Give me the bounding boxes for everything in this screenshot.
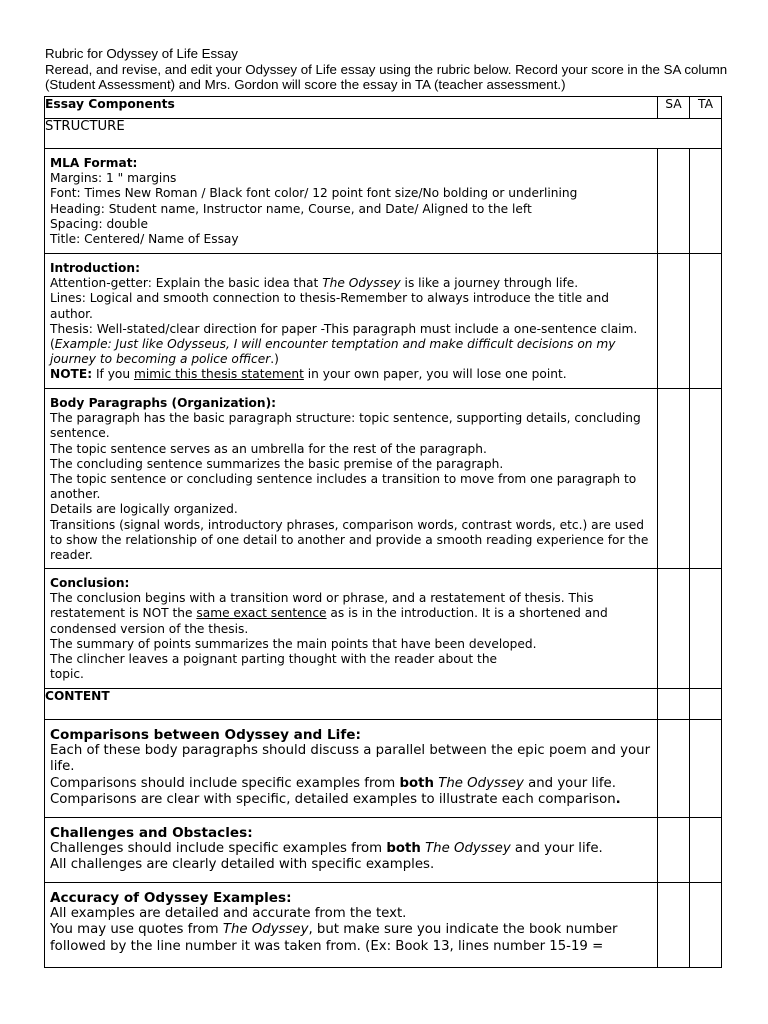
challenges-heading: Challenges and Obstacles: xyxy=(50,825,253,841)
body-paragraphs-cell xyxy=(45,389,658,569)
introduction-cell xyxy=(45,254,658,389)
intro-attention-getter xyxy=(50,276,653,291)
emphasis-both: both xyxy=(386,841,421,857)
intro-text: is like a journey through life. xyxy=(400,276,579,291)
conclusion-cell xyxy=(45,569,658,689)
table-row xyxy=(45,720,722,818)
challenges-cell xyxy=(45,818,658,883)
comparisons-text: and your life. xyxy=(523,775,616,791)
intro-text: .) xyxy=(270,352,279,367)
book-title: The Odyssey xyxy=(222,922,309,938)
emphasis-both: both xyxy=(399,775,434,791)
accuracy-cell xyxy=(45,883,658,968)
thesis-example: Example: Just like Odysseus, I will encounter temptation and make difficult decisions on my journey to becoming a police officer xyxy=(50,337,616,367)
body-line: The topic sentence or concluding sentence includes a transition to move from one paragraph to another. xyxy=(50,472,637,502)
intro-text: Thesis: Well-stated/clear direction for paper -This paragraph must include a one-sentence claim. ( xyxy=(50,321,638,352)
accuracy-line: All examples are detailed and accurate from the text. xyxy=(50,906,407,922)
sa-score-cell[interactable] xyxy=(658,818,690,883)
table-row xyxy=(45,149,722,254)
mla-line: Spacing: double xyxy=(50,216,149,231)
comparisons-text: Comparisons should include specific examples from xyxy=(50,775,400,791)
challenges-line xyxy=(50,841,653,857)
table-row xyxy=(45,254,722,389)
sa-score-cell[interactable] xyxy=(658,720,690,818)
sa-score-cell[interactable] xyxy=(658,569,690,689)
ta-header: TA xyxy=(690,97,722,119)
ta-score-cell[interactable] xyxy=(690,569,722,689)
conclusion-underlined: same exact sentence xyxy=(196,606,327,621)
body-line: The paragraph has the basic paragraph structure: topic sentence, supporting details, concluding sentence. xyxy=(50,411,641,441)
accuracy-heading: Accuracy of Odyssey Examples: xyxy=(50,890,292,906)
mla-line: Font: Times New Roman / Black font color/ 12 point font size/No bolding or underlining xyxy=(50,186,578,201)
mla-line: Margins: 1 " margins xyxy=(50,171,177,186)
comparisons-line xyxy=(50,792,653,808)
ta-score-cell[interactable] xyxy=(690,689,722,720)
mla-line: Heading: Student name, Instructor name, Course, and Date/ Aligned to the left xyxy=(50,201,532,216)
conclusion-line: The clincher leaves a poignant parting thought with the reader about the xyxy=(50,652,498,667)
intro-thesis xyxy=(50,322,653,368)
ta-score-cell[interactable] xyxy=(690,818,722,883)
accuracy-text: You may use quotes from xyxy=(50,922,223,938)
conclusion-line: topic. xyxy=(50,667,84,682)
comparisons-line xyxy=(50,776,653,792)
book-title: The Odyssey xyxy=(425,841,511,857)
sa-score-cell[interactable] xyxy=(658,149,690,254)
intro-text: Attention-getter: Explain the basic idea that xyxy=(50,276,323,291)
mla-line: Title: Centered/ Name of Essay xyxy=(50,232,239,247)
comparisons-cell xyxy=(45,720,658,818)
conclusion-line xyxy=(50,591,653,637)
page-title: Rubric for Odyssey of Life Essay xyxy=(45,46,238,61)
mla-heading: MLA Format: xyxy=(50,156,138,170)
page-header xyxy=(45,46,735,93)
ta-score-cell[interactable] xyxy=(690,389,722,569)
book-title: The Odyssey xyxy=(438,775,524,791)
mla-format-cell xyxy=(45,149,658,254)
note-text: in your own paper, you will lose one point. xyxy=(303,367,567,382)
conclusion-text: The conclusion begins with a transition word or phrase, and a restatement of thesis. This restatement is NOT the xyxy=(50,591,594,621)
essay-components-header: Essay Components xyxy=(45,97,658,119)
note-text: If you xyxy=(92,367,134,382)
conclusion-line: The summary of points summarizes the main points that have been developed. xyxy=(50,636,537,651)
ta-score-cell[interactable] xyxy=(690,149,722,254)
challenges-text: and your life. xyxy=(510,841,603,857)
body-heading: Body Paragraphs (Organization): xyxy=(50,396,277,410)
challenges-line: All challenges are clearly detailed with specific examples. xyxy=(50,857,435,873)
sa-header: SA xyxy=(658,97,690,119)
ta-score-cell[interactable] xyxy=(690,254,722,389)
sa-score-cell[interactable] xyxy=(658,883,690,968)
conclusion-text: as is in the introduction. It is a shortened and condensed version of the thesis. xyxy=(50,606,608,636)
comparisons-heading: Comparisons between Odyssey and Life: xyxy=(50,727,361,743)
sa-score-cell[interactable] xyxy=(658,389,690,569)
note-underlined: mimic this thesis statement xyxy=(133,367,304,382)
table-row xyxy=(45,818,722,883)
ta-score-cell[interactable] xyxy=(690,720,722,818)
body-line: The concluding sentence summarizes the basic premise of the paragraph. xyxy=(50,456,504,471)
structure-section-label: STRUCTURE xyxy=(45,119,722,149)
content-section-label: CONTENT xyxy=(45,689,658,720)
table-row xyxy=(45,569,722,689)
sa-score-cell[interactable] xyxy=(658,254,690,389)
sa-score-cell[interactable] xyxy=(658,689,690,720)
ta-score-cell[interactable] xyxy=(690,883,722,968)
accuracy-text: , but make sure you indicate the book number followed by the line number it was taken from. (Ex: Book 13, lines number 15-19 = xyxy=(50,922,618,954)
comparisons-text: . xyxy=(615,791,621,807)
comparisons-line: Each of these body paragraphs should discuss a parallel between the epic poem and your life. xyxy=(50,743,651,775)
table-row xyxy=(45,389,722,569)
structure-section-row xyxy=(45,119,722,149)
instructions: Reread, and revise, and edit your Odyssey of Life essay using the rubric below. Record your score in the SA column (Student Assessment) and Mrs. Gordon will score the essay in TA (teacher assessment.) xyxy=(45,61,728,93)
note-label: NOTE: xyxy=(50,367,93,382)
introduction-heading: Introduction: xyxy=(50,261,140,275)
conclusion-heading: Conclusion: xyxy=(50,576,130,590)
content-section-row xyxy=(45,689,722,720)
challenges-text: Challenges should include specific examples from xyxy=(50,841,387,857)
book-title: The Odyssey xyxy=(322,276,401,291)
rubric-table xyxy=(44,96,722,968)
body-line: The topic sentence serves as an umbrella for the rest of the paragraph. xyxy=(50,441,487,456)
accuracy-line xyxy=(50,922,653,954)
table-row xyxy=(45,883,722,968)
table-header-row xyxy=(45,97,722,119)
intro-lines: Lines: Logical and smooth connection to thesis-Remember to always introduce the title and author. xyxy=(50,291,609,321)
intro-note xyxy=(50,367,653,382)
body-line: Details are logically organized. xyxy=(50,502,238,517)
body-line: Transitions (signal words, introductory phrases, comparison words, contrast words, etc.) are used to show the relationship of one detail to another and provide a smooth reading experience for the reader. xyxy=(50,517,649,563)
comparisons-text: Comparisons are clear with specific, detailed examples to illustrate each comparison xyxy=(50,791,616,807)
